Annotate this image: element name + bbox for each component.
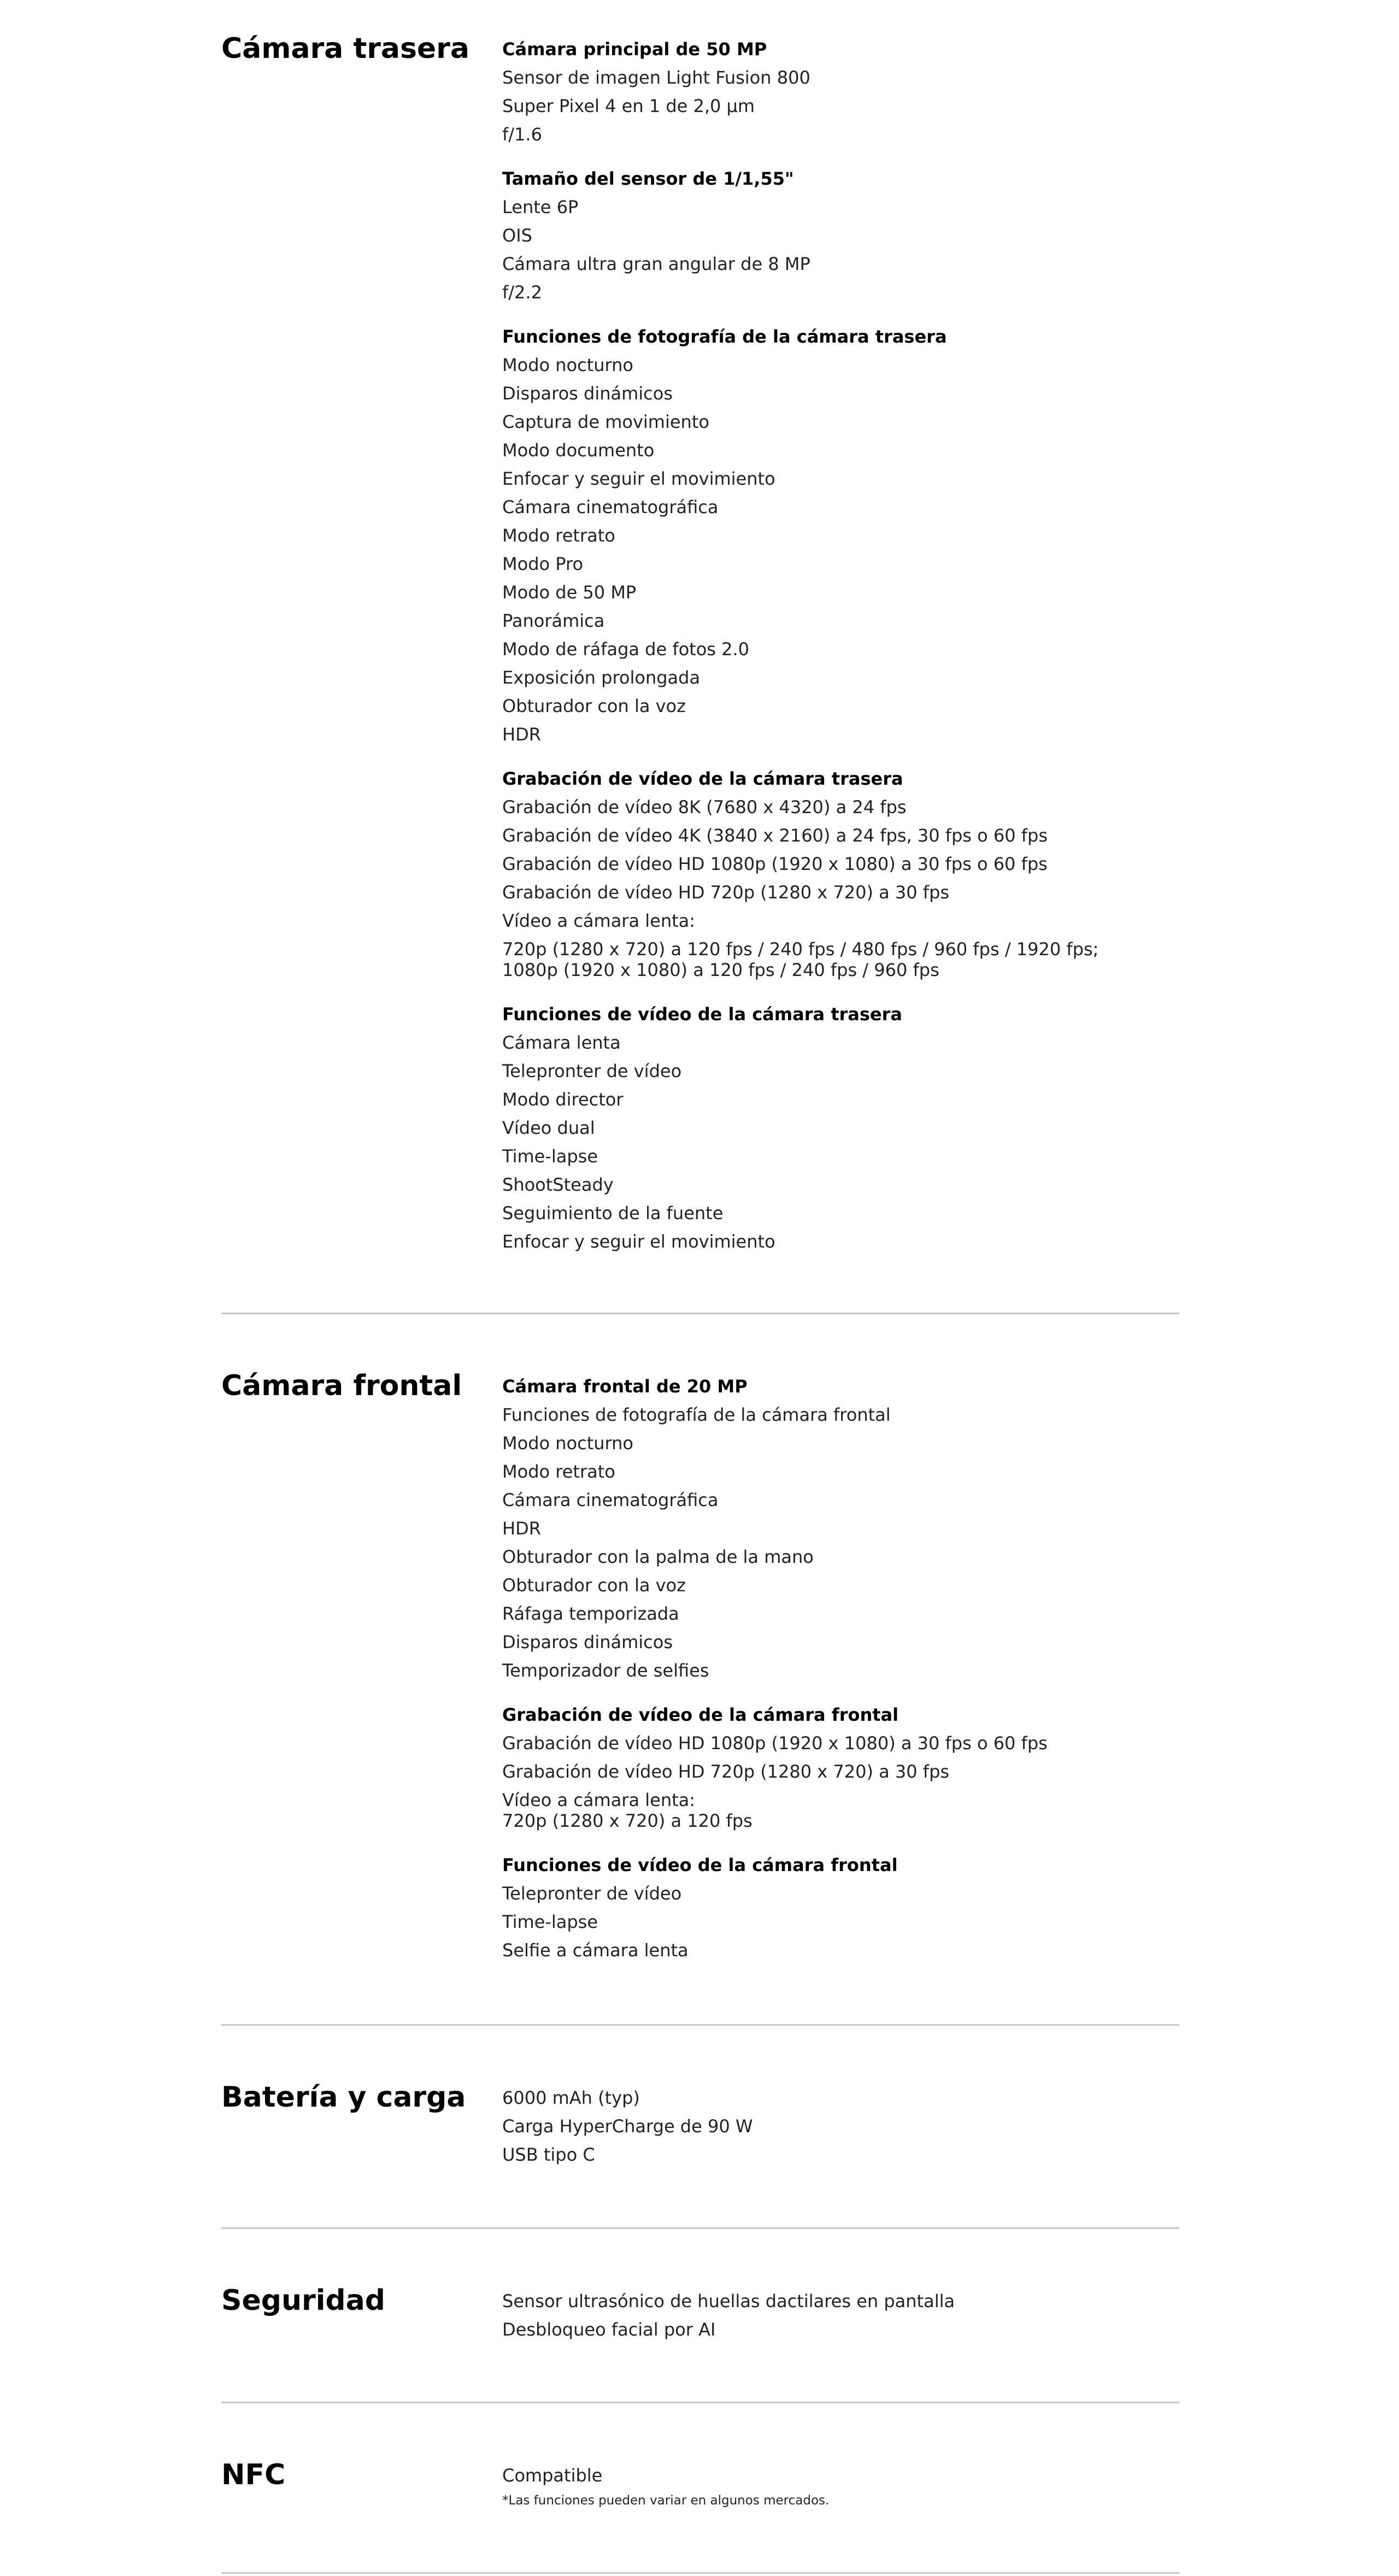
spec-item: f/1.6 [502, 124, 542, 145]
spec-group [502, 1851, 1158, 1965]
spec-item: Funciones de fotografía de la cámara frontal [502, 1404, 891, 1425]
spec-item: Enfocar y seguir el movimiento [502, 468, 775, 489]
spec-item: Modo retrato [502, 525, 615, 546]
spec-item: Vídeo a cámara lenta: [502, 910, 696, 931]
spec-group-heading: Grabación de vídeo de la cámara frontal [502, 1704, 899, 1725]
spec-item: Grabación de vídeo HD 1080p (1920 x 1080) a 30 fps o 60 fps [502, 1733, 1048, 1754]
spec-item: Grabación de vídeo 4K (3840 x 2160) a 24 fps, 30 fps o 60 fps [502, 825, 1048, 846]
spec-group [502, 2287, 1158, 2344]
spec-item: Telepronter de vídeo [502, 1883, 682, 1904]
spec-item: Modo nocturno [502, 1433, 633, 1454]
spec-group-heading: Funciones de vídeo de la cámara frontal [502, 1855, 898, 1875]
spec-item: Selfie a cámara lenta [502, 1940, 689, 1961]
spec-item: Grabación de vídeo HD 1080p (1920 x 1080) a 30 fps o 60 fps [502, 854, 1048, 874]
spec-item: Grabación de vídeo HD 720p (1280 x 720) a 30 fps [502, 1761, 950, 1782]
spec-group [502, 2461, 1158, 2512]
spec-item: Sensor ultrasónico de huellas dactilares en pantalla [502, 2291, 955, 2312]
spec-item: Modo de ráfaga de fotos 2.0 [502, 639, 750, 660]
spec-group [502, 1701, 1158, 1835]
spec-item: Time-lapse [502, 1146, 598, 1167]
spec-item: Desbloqueo facial por AI [502, 2319, 716, 2340]
spec-item: Time-lapse [502, 1912, 598, 1932]
spec-list [502, 2287, 1158, 2344]
spec-item: Seguimiento de la fuente [502, 1203, 724, 1224]
spec-item: Ráfaga temporizada [502, 1603, 679, 1624]
spec-item: USB tipo C [502, 2144, 595, 2165]
spec-item: Captura de movimiento [502, 411, 709, 432]
section-title: Cámara frontal [221, 1369, 462, 1402]
spec-item: Panorámica [502, 610, 605, 631]
spec-item: Cámara lenta [502, 1032, 621, 1053]
spec-section-seguridad [221, 2229, 1179, 2403]
spec-group [502, 1372, 1158, 1685]
spec-item: Disparos dinámicos [502, 383, 673, 404]
section-title: Batería y carga [221, 2081, 466, 2114]
spec-list [502, 2461, 1158, 2512]
spec-list [502, 1372, 1158, 1965]
spec-item: HDR [502, 1518, 541, 1539]
spec-item: HDR [502, 724, 541, 745]
spec-item: Grabación de vídeo 8K (7680 x 4320) a 24 fps [502, 797, 907, 818]
spec-group-heading: Grabación de vídeo de la cámara trasera [502, 768, 903, 789]
footnote: *Las funciones pueden variar en algunos mercados. [502, 2493, 830, 2508]
spec-section-bateria-y-carga [221, 2026, 1179, 2229]
spec-item: Disparos dinámicos [502, 1632, 673, 1652]
spec-item: Modo de 50 MP [502, 582, 637, 603]
spec-item: Compatible [502, 2465, 603, 2486]
spec-section-nfc [221, 2403, 1179, 2574]
spec-item: Modo documento [502, 440, 655, 461]
spec-item: Temporizador de selfies [502, 1660, 709, 1681]
spec-group-heading: Cámara frontal de 20 MP [502, 1376, 748, 1397]
spec-item: Vídeo dual [502, 1118, 595, 1138]
spec-group-heading: Funciones de fotografía de la cámara trasera [502, 326, 947, 347]
spec-item: f/2.2 [502, 282, 542, 303]
spec-item: Telepronter de vídeo [502, 1061, 682, 1081]
spec-item: Enfocar y seguir el movimiento [502, 1231, 775, 1252]
spec-group [502, 764, 1158, 984]
spec-item: Super Pixel 4 en 1 de 2,0 μm [502, 96, 755, 116]
spec-item: ShootSteady [502, 1174, 614, 1195]
spec-section-camara-frontal [221, 1314, 1179, 2026]
spec-item: Modo nocturno [502, 355, 633, 375]
spec-page [221, 0, 1179, 2574]
spec-group [502, 322, 1158, 749]
spec-group-heading: Cámara principal de 50 MP [502, 39, 767, 60]
spec-item: OIS [502, 225, 532, 246]
section-title: Cámara trasera [221, 32, 469, 65]
section-title: NFC [221, 2459, 286, 2491]
spec-item: Cámara ultra gran angular de 8 MP [502, 254, 810, 274]
spec-item: Modo Pro [502, 554, 584, 574]
spec-item: 6000 mAh (typ) [502, 2087, 640, 2108]
spec-item: 720p (1280 x 720) a 120 fps / 240 fps / 480 fps / 960 fps / 1920 fps; 1080p (1920 x 1080) a 120 fps / 240 fps / 960 fps [502, 939, 1099, 980]
spec-group-heading: Funciones de vídeo de la cámara trasera [502, 1004, 902, 1025]
spec-item: Cámara cinematográfica [502, 497, 719, 517]
spec-group-heading: Tamaño del sensor de 1/1,55" [502, 168, 794, 189]
spec-item: Obturador con la voz [502, 696, 686, 716]
spec-item: Obturador con la voz [502, 1575, 686, 1596]
spec-item: Cámara cinematográfica [502, 1490, 719, 1510]
spec-item: Lente 6P [502, 197, 579, 217]
spec-item: Obturador con la palma de la mano [502, 1546, 814, 1567]
spec-item: Grabación de vídeo HD 720p (1280 x 720) a 30 fps [502, 882, 950, 903]
spec-item: Exposición prolongada [502, 667, 701, 688]
spec-group [502, 1000, 1158, 1256]
spec-group [502, 2084, 1158, 2169]
section-title: Seguridad [221, 2284, 385, 2317]
spec-item: Modo director [502, 1089, 624, 1110]
spec-section-camara-trasera [221, 0, 1179, 1314]
spec-list [502, 35, 1158, 1256]
spec-item: Sensor de imagen Light Fusion 800 [502, 67, 810, 88]
spec-list [502, 2084, 1158, 2169]
spec-item: Modo retrato [502, 1461, 615, 1482]
spec-group [502, 164, 1158, 307]
spec-group [502, 35, 1158, 149]
spec-item: Carga HyperCharge de 90 W [502, 2116, 753, 2137]
spec-item: Vídeo a cámara lenta: 720p (1280 x 720) a 120 fps [502, 1790, 753, 1831]
